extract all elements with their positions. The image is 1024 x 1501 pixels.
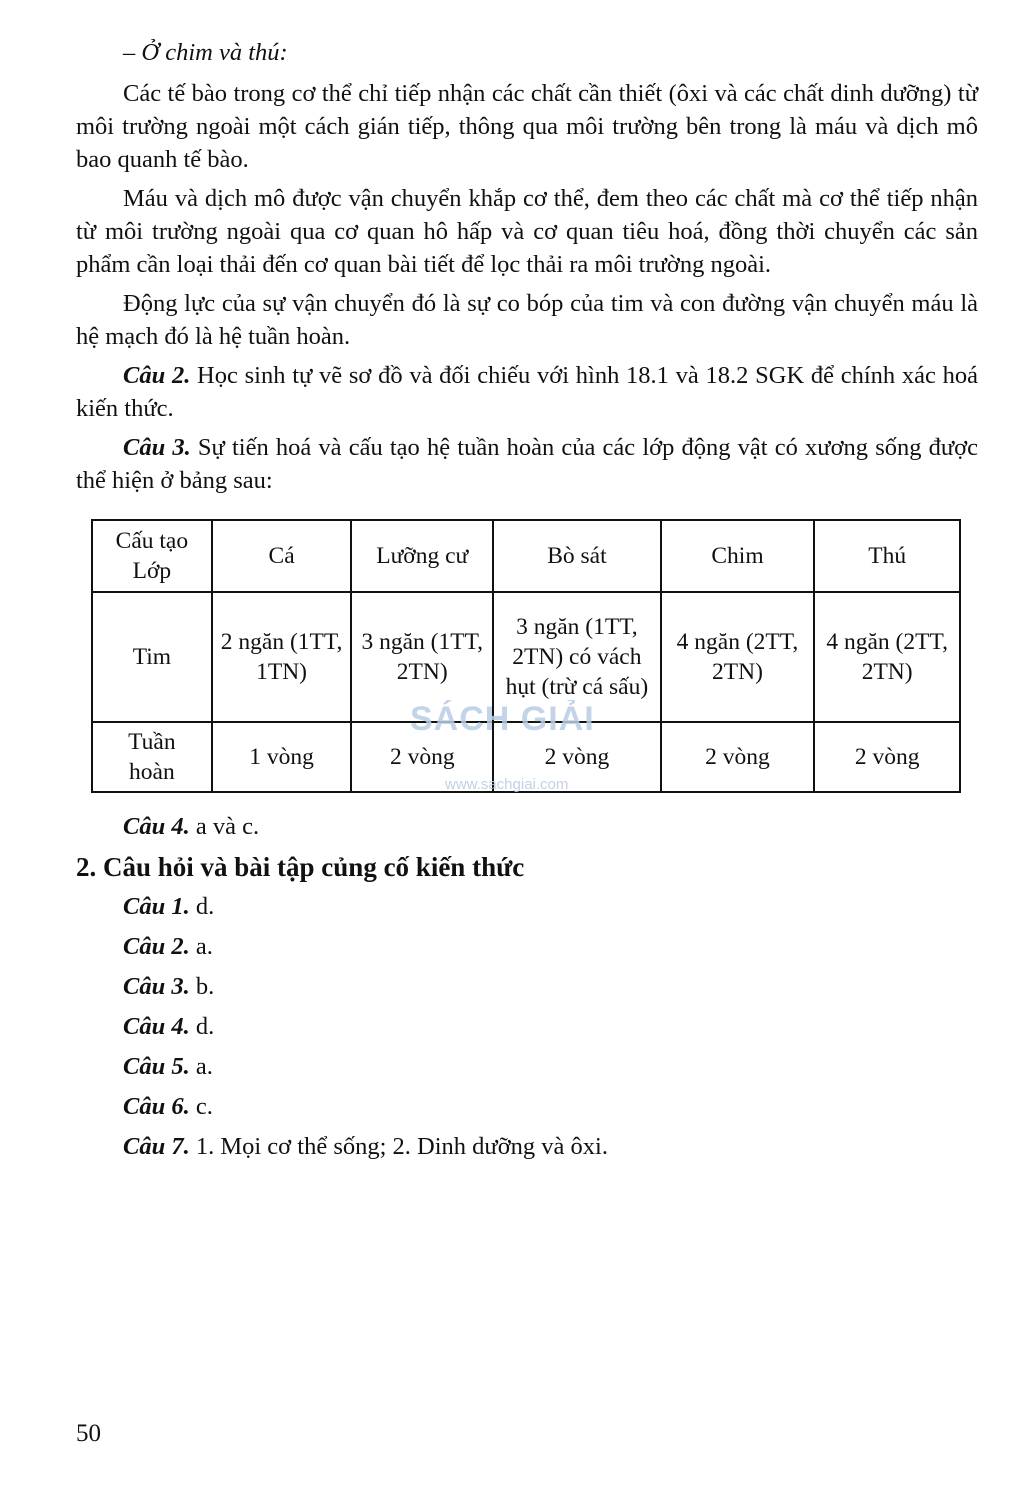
row-label-line-1: Tuần <box>128 729 176 755</box>
answer-2 <box>76 927 978 967</box>
answer-label: Câu 6. <box>123 1093 190 1120</box>
corner-bottom: Lớp <box>132 558 172 584</box>
column-header: Cá <box>212 520 352 592</box>
intro-heading: – Ở chim và thú: <box>123 39 288 66</box>
corner-top: Cấu tạo <box>115 528 189 554</box>
circulatory-table <box>91 519 961 793</box>
table-cell: 4 ngăn (2TT, 2TN) <box>814 592 960 722</box>
column-header: Chim <box>661 520 815 592</box>
question-4-label: Câu 4. <box>123 813 190 840</box>
answer-5 <box>76 1047 978 1087</box>
table-cell: 2 vòng <box>814 722 960 792</box>
paragraph-3: Động lực của sự vận chuyển đó là sự co bóp của tim và con đường vận chuyển máu là hệ mạch đó là hệ tuần hoàn. <box>76 290 978 350</box>
answer-text: d. <box>189 1013 215 1040</box>
page-content <box>76 30 978 1167</box>
table-cell: 3 ngăn (1TT, 2TN) có vách hụt (trừ cá sấu) <box>493 592 661 722</box>
answer-1 <box>76 887 978 927</box>
answer-label: Câu 3. <box>123 973 190 1000</box>
question-4-text: a và c. <box>189 813 260 840</box>
question-3-label: Câu 3. <box>123 434 191 461</box>
column-header: Lưỡng cư <box>351 520 493 592</box>
answer-text: a. <box>189 933 213 960</box>
answer-4 <box>76 1007 978 1047</box>
question-2-text: Học sinh tự vẽ sơ đồ và đối chiếu với hình 18.1 và 18.2 SGK để chính xác hoá kiến thức. <box>76 362 978 422</box>
table-cell: 2 vòng <box>351 722 493 792</box>
answer-text: b. <box>189 973 215 1000</box>
answer-label: Câu 7. <box>123 1133 190 1160</box>
page-number: 50 <box>76 1420 101 1447</box>
section-title: 2. Câu hỏi và bài tập củng cố kiến thức <box>76 852 525 882</box>
row-label <box>92 722 212 792</box>
answer-6 <box>76 1087 978 1127</box>
table-cell: 2 ngăn (1TT, 1TN) <box>212 592 352 722</box>
answer-label: Câu 2. <box>123 933 190 960</box>
paragraph-2: Máu và dịch mô được vận chuyển khắp cơ thể, đem theo các chất mà cơ thể tiếp nhận từ môi trường ngoài qua cơ quan hô hấp và cơ quan tiêu hoá, đồng thời chuyển các sản phẩm cần loại thải đến cơ quan bài tiết để lọc thải ra môi trường ngoài. <box>76 185 978 278</box>
answer-label: Câu 4. <box>123 1013 190 1040</box>
table-header-row <box>92 520 960 592</box>
question-2 <box>76 359 978 425</box>
answer-label: Câu 5. <box>123 1053 190 1080</box>
answer-text: c. <box>189 1093 213 1120</box>
table-cell: 2 vòng <box>493 722 661 792</box>
answer-3 <box>76 967 978 1007</box>
question-3-text: Sự tiến hoá và cấu tạo hệ tuần hoàn của các lớp động vật có xương sống được thể hiện ở bảng sau: <box>76 434 978 494</box>
column-header: Bò sát <box>493 520 661 592</box>
answer-text: a. <box>189 1053 213 1080</box>
watermark-url: www.sachgiai.com <box>445 776 569 793</box>
answer-label: Câu 1. <box>123 893 190 920</box>
table-cell: 4 ngăn (2TT, 2TN) <box>661 592 815 722</box>
table-cell: 3 ngăn (1TT, 2TN) <box>351 592 493 722</box>
answer-7 <box>76 1127 978 1167</box>
question-3 <box>76 431 978 497</box>
table-cell: 2 vòng <box>661 722 815 792</box>
table-cell: 1 vòng <box>212 722 352 792</box>
answer-text: d. <box>189 893 215 920</box>
row-label: Tim <box>92 592 212 722</box>
paragraph-1: Các tế bào trong cơ thể chỉ tiếp nhận các chất cần thiết (ôxi và các chất dinh dưỡng) từ môi trường ngoài một cách gián tiếp, thông qua môi trường bên trong là máu và dịch mô bao quanh tế bào. <box>76 80 978 173</box>
question-2-label: Câu 2. <box>123 362 191 389</box>
question-4 <box>76 807 978 847</box>
row-label-line-2: hoàn <box>129 759 175 785</box>
answer-text: 1. Mọi cơ thể sống; 2. Dinh dưỡng và ôxi. <box>189 1133 608 1160</box>
watermark-logo: SÁCH GIẢI <box>410 700 595 738</box>
column-header: Thú <box>814 520 960 592</box>
table-corner-cell <box>92 520 212 592</box>
